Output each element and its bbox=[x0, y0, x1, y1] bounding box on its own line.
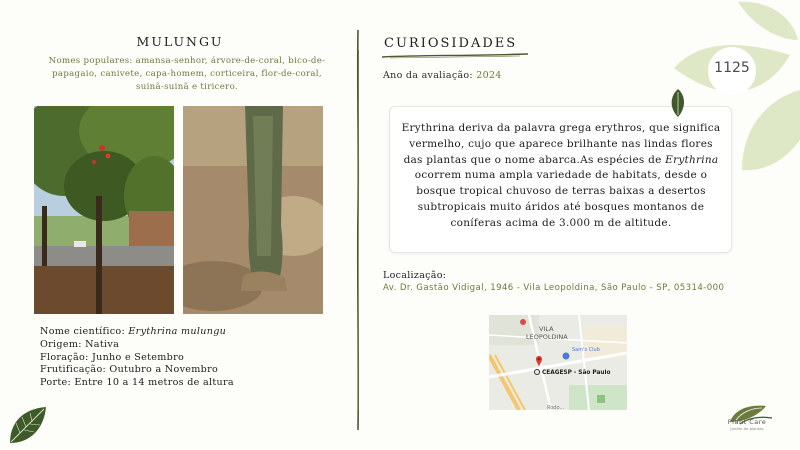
tree-photo-street bbox=[34, 106, 174, 314]
brand-tagline: jardim de plantas bbox=[730, 426, 764, 431]
plant-name: MULUNGU bbox=[136, 34, 224, 49]
plant-details bbox=[40, 326, 340, 390]
title-underline bbox=[380, 52, 530, 60]
evaluation-year: Ano da avaliação: 2024 bbox=[383, 70, 502, 81]
flowering: Floração: Junho e Setembro bbox=[40, 351, 185, 363]
curiosity-text: Erythrina deriva da palavra grega erythros, que significa vermelho, cujo que aparece brilhante nas lindas flores das plantas que o nome abarca.As espécies de Erythrina ocorrem numa ampla variedade de habitats, desde o bosque tropical chuvoso de terras baixas a desertos subtropicais muito áridos até bosques montanos de coníferas acima de 3.000 m de altitude. bbox=[401, 122, 721, 229]
column-divider bbox=[355, 30, 361, 430]
size: Porte: Entre 10 a 14 metros de altura bbox=[40, 377, 234, 389]
map-district-2: LEOPOLDINA bbox=[526, 333, 568, 341]
decorative-leaves-icon bbox=[670, 0, 800, 180]
scientific-name: Erythrina mulungu bbox=[128, 326, 227, 337]
tree-trunk-photo bbox=[183, 106, 323, 314]
map-place: CEAGESP - São Paulo bbox=[542, 370, 611, 376]
origin: Origem: Nativa bbox=[40, 338, 120, 350]
brand-name: Plant Care bbox=[727, 418, 767, 426]
location-map[interactable] bbox=[489, 315, 627, 410]
map-store: Sam's Club bbox=[572, 347, 600, 353]
location-label: Localização: bbox=[383, 270, 447, 281]
map-district-1: VILA bbox=[539, 325, 554, 333]
leaf-icon bbox=[668, 88, 688, 118]
location-address: Av. Dr. Gastão Vidigal, 1946 - Vila Leopoldina, São Paulo - SP, 05314-000 bbox=[383, 283, 725, 293]
corner-leaf-icon bbox=[8, 405, 48, 445]
popular-names: Nomes populares: amansa-senhor, árvore-de-coral, bico-de-papagaio, canivete, capa-homem, corticeira, flor-de-coral, suinã-suinã e tiricero. bbox=[48, 56, 326, 92]
fruiting: Frutificação: Outubro a Novembro bbox=[40, 364, 219, 376]
badge-number: 1125 bbox=[714, 60, 750, 76]
year-value: 2024 bbox=[476, 70, 502, 81]
curiosities-title: CURIOSIDADES bbox=[384, 36, 518, 51]
scientific-name-row: Nome científico: Erythrina mulungu bbox=[40, 326, 227, 337]
map-road: Rodo... bbox=[547, 405, 565, 410]
